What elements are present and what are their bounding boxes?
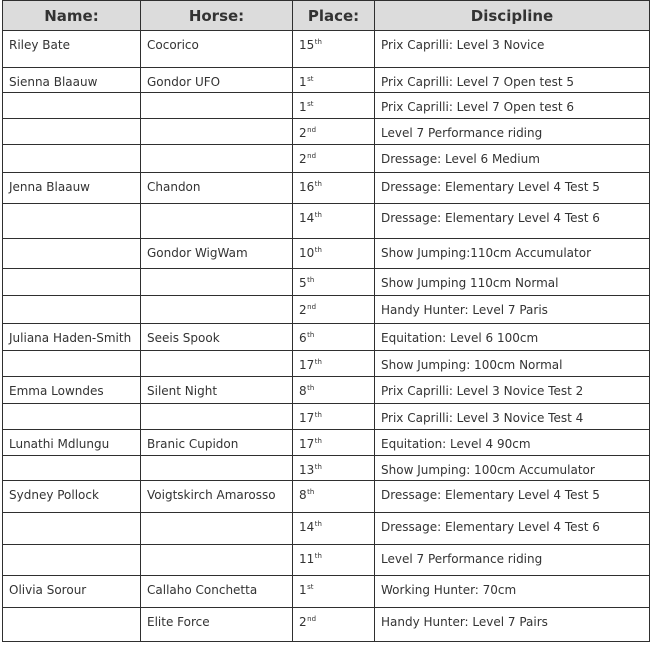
cell-name: [3, 173, 141, 204]
cell-name: [3, 119, 141, 145]
place-ordinal-suffix: nd: [307, 126, 317, 134]
place-number: 1: [299, 583, 307, 597]
cell-name: [3, 481, 141, 513]
cell-discipline: [375, 324, 650, 351]
cell-name: [3, 239, 141, 269]
place-number: 16: [299, 180, 315, 194]
cell-place: [293, 269, 375, 296]
rider-name: Emma Lowndes: [9, 384, 104, 398]
discipline-name: Show Jumping: 100cm Accumulator: [381, 463, 595, 477]
table-row: [3, 204, 650, 239]
discipline-name: Dressage: Elementary Level 4 Test 6: [381, 520, 600, 534]
place-number: 15: [299, 38, 315, 52]
discipline-name: Prix Caprilli: Level 7 Open test 5: [381, 75, 574, 89]
table-row: [3, 377, 650, 404]
place-ordinal-suffix: st: [307, 100, 314, 108]
cell-place: [293, 204, 375, 239]
discipline-name: Show Jumping: 100cm Normal: [381, 358, 563, 372]
place-ordinal-suffix: th: [307, 488, 315, 496]
cell-name: [3, 377, 141, 404]
table-row: [3, 576, 650, 608]
cell-discipline: [375, 404, 650, 430]
place-ordinal-suffix: st: [307, 75, 314, 83]
cell-horse: [141, 93, 293, 119]
cell-horse: [141, 324, 293, 351]
cell-place: [293, 608, 375, 642]
place-ordinal-suffix: nd: [307, 615, 317, 623]
cell-discipline: [375, 296, 650, 324]
rider-name: Sienna Blaauw: [9, 75, 98, 89]
place-number: 17: [299, 411, 315, 425]
rider-name: Jenna Blaauw: [9, 180, 90, 194]
place-ordinal-suffix: th: [314, 180, 322, 188]
cell-horse: [141, 119, 293, 145]
cell-horse: [141, 545, 293, 576]
place-ordinal-suffix: th: [314, 411, 322, 419]
cell-name: [3, 324, 141, 351]
discipline-name: Prix Caprilli: Level 3 Novice Test 4: [381, 411, 584, 425]
cell-place: [293, 351, 375, 377]
place-number: 2: [299, 152, 307, 166]
cell-name: [3, 269, 141, 296]
cell-horse: [141, 31, 293, 68]
horse-name: Callaho Conchetta: [147, 583, 258, 597]
discipline-name: Handy Hunter: Level 7 Paris: [381, 303, 548, 317]
cell-place: [293, 239, 375, 269]
cell-discipline: [375, 545, 650, 576]
cell-discipline: [375, 93, 650, 119]
discipline-name: Prix Caprilli: Level 3 Novice Test 2: [381, 384, 584, 398]
discipline-name: Show Jumping:110cm Accumulator: [381, 246, 592, 260]
place-number: 8: [299, 488, 307, 502]
place-ordinal-suffix: th: [307, 331, 315, 339]
discipline-name: Prix Caprilli: Level 3 Novice: [381, 38, 545, 52]
header-horse: Horse:: [141, 1, 293, 31]
cell-horse: [141, 481, 293, 513]
cell-discipline: [375, 68, 650, 93]
discipline-name: Level 7 Performance riding: [381, 126, 543, 140]
cell-discipline: [375, 119, 650, 145]
place-ordinal-suffix: th: [314, 358, 322, 366]
place-ordinal-suffix: th: [314, 463, 322, 471]
place-number: 2: [299, 303, 307, 317]
place-number: 5: [299, 276, 307, 290]
table-row: [3, 239, 650, 269]
cell-name: [3, 93, 141, 119]
table-row: [3, 513, 650, 545]
cell-horse: [141, 608, 293, 642]
table-row: [3, 119, 650, 145]
cell-discipline: [375, 456, 650, 481]
place-number: 14: [299, 211, 315, 225]
cell-place: [293, 31, 375, 68]
header-place: Place:: [293, 1, 375, 31]
place-number: 6: [299, 331, 307, 345]
cell-place: [293, 324, 375, 351]
cell-discipline: [375, 576, 650, 608]
horse-name: Cocorico: [147, 38, 199, 52]
discipline-name: Level 7 Performance riding: [381, 552, 543, 566]
cell-place: [293, 513, 375, 545]
table-row: [3, 145, 650, 173]
cell-discipline: [375, 430, 650, 456]
cell-place: [293, 145, 375, 173]
header-discipline: Discipline: [375, 1, 650, 31]
cell-name: [3, 145, 141, 173]
discipline-name: Dressage: Elementary Level 4 Test 5: [381, 180, 600, 194]
table-row: [3, 68, 650, 93]
rider-name: Olivia Sorour: [9, 583, 87, 597]
cell-place: [293, 430, 375, 456]
cell-horse: [141, 576, 293, 608]
cell-place: [293, 545, 375, 576]
cell-horse: [141, 204, 293, 239]
cell-name: [3, 456, 141, 481]
table-row: [3, 173, 650, 204]
cell-place: [293, 173, 375, 204]
discipline-name: Show Jumping 110cm Normal: [381, 276, 559, 290]
header-name: Name:: [3, 1, 141, 31]
discipline-name: Dressage: Level 6 Medium: [381, 152, 540, 166]
cell-place: [293, 456, 375, 481]
discipline-name: Equitation: Level 6 100cm: [381, 331, 539, 345]
table-row: [3, 324, 650, 351]
horse-name: Branic Cupidon: [147, 437, 239, 451]
table-row: [3, 31, 650, 68]
place-number: 11: [299, 552, 315, 566]
cell-discipline: [375, 377, 650, 404]
cell-name: [3, 31, 141, 68]
cell-horse: [141, 145, 293, 173]
place-ordinal-suffix: th: [314, 552, 322, 560]
cell-place: [293, 377, 375, 404]
cell-horse: [141, 351, 293, 377]
place-number: 17: [299, 358, 315, 372]
cell-discipline: [375, 31, 650, 68]
table-row: [3, 481, 650, 513]
cell-name: [3, 351, 141, 377]
discipline-name: Working Hunter: 70cm: [381, 583, 517, 597]
place-number: 14: [299, 520, 315, 534]
cell-name: [3, 513, 141, 545]
cell-name: [3, 576, 141, 608]
cell-horse: [141, 239, 293, 269]
cell-name: [3, 404, 141, 430]
cell-place: [293, 93, 375, 119]
cell-place: [293, 576, 375, 608]
results-body: [3, 31, 650, 642]
cell-place: [293, 404, 375, 430]
discipline-name: Prix Caprilli: Level 7 Open test 6: [381, 100, 574, 114]
cell-horse: [141, 430, 293, 456]
table-row: [3, 351, 650, 377]
place-number: 1: [299, 100, 307, 114]
cell-name: [3, 608, 141, 642]
cell-place: [293, 119, 375, 145]
cell-discipline: [375, 239, 650, 269]
header-row: [3, 1, 650, 31]
place-ordinal-suffix: th: [307, 384, 315, 392]
place-ordinal-suffix: th: [314, 520, 322, 528]
table-row: [3, 545, 650, 576]
results-table: [2, 0, 650, 642]
place-ordinal-suffix: th: [314, 211, 322, 219]
rider-name: Sydney Pollock: [9, 488, 99, 502]
place-number: 1: [299, 75, 307, 89]
place-number: 17: [299, 437, 315, 451]
rider-name: Riley Bate: [9, 38, 70, 52]
cell-horse: [141, 377, 293, 404]
cell-discipline: [375, 204, 650, 239]
horse-name: Voigtskirch Amarosso: [147, 488, 276, 502]
cell-discipline: [375, 513, 650, 545]
cell-horse: [141, 173, 293, 204]
cell-discipline: [375, 145, 650, 173]
cell-name: [3, 545, 141, 576]
discipline-name: Equitation: Level 4 90cm: [381, 437, 531, 451]
place-ordinal-suffix: nd: [307, 303, 317, 311]
cell-place: [293, 481, 375, 513]
cell-name: [3, 296, 141, 324]
place-number: 2: [299, 615, 307, 629]
place-ordinal-suffix: th: [314, 38, 322, 46]
table-row: [3, 404, 650, 430]
rider-name: Juliana Haden-Smith: [9, 331, 132, 345]
horse-name: Elite Force: [147, 615, 210, 629]
cell-horse: [141, 296, 293, 324]
place-number: 8: [299, 384, 307, 398]
horse-name: Gondor WigWam: [147, 246, 248, 260]
table-row: [3, 93, 650, 119]
table-row: [3, 296, 650, 324]
cell-name: [3, 204, 141, 239]
cell-discipline: [375, 608, 650, 642]
cell-discipline: [375, 351, 650, 377]
cell-place: [293, 68, 375, 93]
table-row: [3, 456, 650, 481]
cell-horse: [141, 456, 293, 481]
cell-horse: [141, 269, 293, 296]
place-number: 13: [299, 463, 315, 477]
place-ordinal-suffix: st: [307, 583, 314, 591]
cell-discipline: [375, 269, 650, 296]
cell-name: [3, 68, 141, 93]
cell-horse: [141, 513, 293, 545]
horse-name: Silent Night: [147, 384, 218, 398]
cell-place: [293, 296, 375, 324]
cell-horse: [141, 404, 293, 430]
cell-horse: [141, 68, 293, 93]
discipline-name: Dressage: Elementary Level 4 Test 5: [381, 488, 600, 502]
place-ordinal-suffix: nd: [307, 152, 317, 160]
horse-name: Chandon: [147, 180, 201, 194]
place-ordinal-suffix: th: [314, 246, 322, 254]
table-row: [3, 608, 650, 642]
discipline-name: Dressage: Elementary Level 4 Test 6: [381, 211, 600, 225]
place-ordinal-suffix: th: [307, 276, 315, 284]
cell-discipline: [375, 481, 650, 513]
rider-name: Lunathi Mdlungu: [9, 437, 110, 451]
table-row: [3, 430, 650, 456]
place-ordinal-suffix: th: [314, 437, 322, 445]
cell-discipline: [375, 173, 650, 204]
place-number: 10: [299, 246, 315, 260]
horse-name: Seeis Spook: [147, 331, 220, 345]
horse-name: Gondor UFO: [147, 75, 221, 89]
discipline-name: Handy Hunter: Level 7 Pairs: [381, 615, 548, 629]
table-row: [3, 269, 650, 296]
cell-name: [3, 430, 141, 456]
place-number: 2: [299, 126, 307, 140]
